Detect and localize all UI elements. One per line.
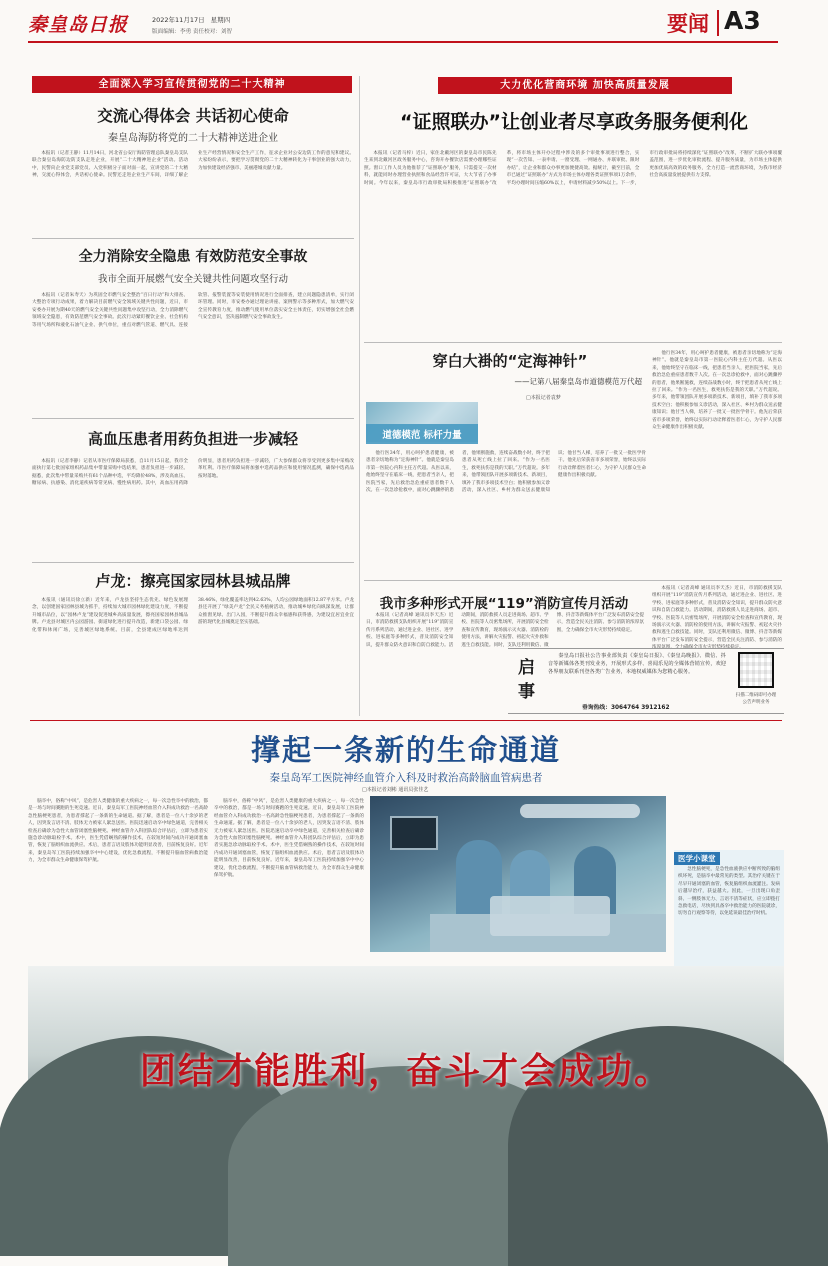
notice-text: 秦皇岛日报社公告事业部负责《秦皇岛日报》、《秦皇岛晚报》、微信、抖音等新媒体各类刊发业务，开展形式多样、喜闻乐见的全媒体营销宣传，欢迎各界朋友联系刊登各类广告业务，本地权威媒体为您精心服务。 [548,653,726,675]
feature-body-continued: 他行医34年，用心呵护患者健康，被患者亲切地称为“定海神针”。他就是秦皇岛市第一医院心内科主任万代超。从医以来，他始终坚守在临床一线，把患者当亲人，把医院当家，先后救治急危重症患者数千人次。在一次急诊抢救中，面对心跳骤停的患者，他果断施救，连续奋战数小时，终于把患者从死亡线上拉了回来。“作为一名医生，救死扶伤是我的天职。”万代超说。多年来，他带领团队开展多项新技术、新项目，填补了我市多项技术空白；他积极参加义诊活动，深入社区、乡村为群众送去健康知识；他甘当人梯，培养了一批又一批医学骨干。他先后荣获省市多项荣誉，始终以实际行动诠释着医者仁心，为守护人民群众生命健康作出积极贡献。 [652,351,782,431]
surgery-photo [370,796,666,952]
qr-caption [716,692,796,706]
issue-date: 2022年11月17日 [152,16,205,24]
divider [32,238,354,239]
art1-body: 本报讯（记者王静）11月14日，河北省公安厅海防管理总队秦皇岛支队联合秦皇岛海防边防支队走进企业，开展“二十大精神进企业”活动。活动中，民警向企业党支部党员、入党积极分子面对面一起，宣讲党的二十大精神，交流心得体会，共话初心使命。民警还走进企业生产车间，详细了解企业生产经营情况和安全生产工作，征求企业对公安边防工作的意见和建议。大家纷纷表示，要把学习贯彻党的二十大精神转化为干事创业的强大动力，为加快建设经济强市、美丽港城贡献力量。 [32,151,354,179]
lead-body: 本报讯（记者马梓）近日，家住北戴河区的秦皇岛市民陈先生来到北戴河区政务服务中心，咨询开办餐饮店需要办理哪些证照。窗口工作人员为他推荐了“证照联办”服务，只需提交一次材料，就能同时办理营业执照和食品经营许可证，大大节省了办事时间。今年以来，秦皇岛市行政审批局积极推进“证照联办”改革，将市场主体开办过程中涉及的多个审批事项进行整合，实现“一次告知、一表申请、一窗受理、一网通办、并联审批、限时办结”，让企业和群众办事更加便捷高效。据统计，截至目前，全市已通过“证照联办”方式为市场主体办理各类证照事项1万余件，平均办理时间压缩60%以上，申请材料减少50%以上。下一步，市行政审批局将持续深化“证照联办”改革，不断扩大联办事项覆盖范围，进一步优化审批流程、提升服务质量，为市场主体提供更加优质高效的政务服务，全力打造一流营商环境，为我市经济社会高质量发展提供有力支撑。 [364,151,782,186]
section-divider [717,10,719,36]
notice-heading: 启事 [518,658,535,702]
art2-title: 全力消除安全隐患 有效防范安全事故 [78,249,308,265]
qr-caption-line-2: 公告声明业务 [742,700,770,705]
surgery-lamp [520,804,640,818]
qr-caption-line-1: 扫描二维码即可办理 [735,693,777,698]
issue-weekday: 星期四 [210,16,231,24]
masthead-rule [28,41,778,43]
page-number: A3 [724,6,761,35]
medical-tip-text: 急性脑梗死，是急性血液供应中断所致的脑组织坏死，是脑卒中最常见的类型。其治疗关键在于尽早开通闭塞的血管，恢复脑组织血流灌注。发病后越早治疗，获益越大。因此，一旦出现口角歪斜、一侧肢体无力、言语不清等症状，应立即拨打急救电话，尽快到具备卒中救治能力的医院就诊，切勿自行观察等待，以免延误最佳治疗时机。 [678,867,780,917]
divider [32,562,354,563]
lead-title: “证照联办”让创业者尽享政务服务便利化 [400,111,748,133]
bottom-section-rule [30,720,782,721]
art4-title: 卢龙：擦亮国家园林县城品牌 [95,572,291,590]
notice-phone: 垂询热线：3064764 3912162 [582,705,670,711]
art1-title: 交流心得体会 共话初心使命 [97,107,289,125]
art119-body: 本报讯（记者高峰 通讯员李天杰）近日，市消防救援支队组织开展“119”消防宣传月系列活动，通过进企业、进社区、进学校、进家庭等多种形式，普及消防安全知识，提升群众防火意识和自防自救能力。活动期间，消防救援人员走进商场、超市、学校、医院等人员密集场所，开展消防安全检查和宣传教育，现场演示灭火器、消防栓的使用方法，讲解火灾报警、初起火灾扑救和逃生自救技能。同时，支队还利用微信、微博、抖音等新媒体平台广泛发布消防安全提示，营造全民关注消防、参与消防的浓厚氛围，全力确保全市火灾形势持续稳定。 [366,613,644,648]
lifeline-subtitle: 秦皇岛军工医院神经血管介入科及时救治高龄脑血管病患者 [269,772,543,784]
surgical-drape [490,896,610,936]
feature-byline: □本报记者袁梦 [526,395,561,401]
art2-body: 本报讯（记者朱寿天）为巩固全市燃气安全整治“百日行动”和大排查、大整治专项行动成果，着力解决目前燃气安全领域关键共性问题，近日，市安委办开展为期40天的燃气安全关键共性问题集中攻坚行动，全力消除燃气领域安全隐患，有效防范燃气安全事故。此次行动紧盯餐饮企业、社会机构等用气场所和液化石油气企业、供气单位，重点对燃气管道、燃气具、连接软管、报警装置等安装使用情况进行全面排查，建立问题隐患清单，实行闭环管理。同时，市安委办通过理论讲座、案例警示等多种形式，加大燃气安全宣传教育力度，推动燃气使用单位落实安全主体责任，切实增强全社会燃气安全意识，坚决遏制燃气安全事故发生。 [32,293,354,328]
lifeline-body-continued: 脑卒中，俗称“中风”，是危害人类健康的重大疾病之一，每一次急性卒中的救治，都是一场与时间赛跑的生死竞速。近日，秦皇岛军工医院神经血管介入科成功救治一名高龄急性脑梗死患者，为患者撑起了一条新的生命通道。据了解，患者是一位八十余岁的老人，因突发言语不清、肢体无力被家人紧急送医。医院迅速启动卒中绿色通道，完善相关检查后确诊为急性大血管闭塞性脑梗死。神经血管介入科团队综合评估后，立即为患者实施急诊动脉取栓手术。术中，医生凭借娴熟的操作技术，在较短时间内成功开通闭塞血管，恢复了脑组织血流供应。术后，患者言语及肢体功能明显改善，目前恢复良好。近年来，秦皇岛军工医院持续加强卒中中心建设，优化急救流程，不断提升脑血管病救治能力，为全市群众生命健康保驾护航。 [214,799,364,879]
section-name: 要闻 [667,12,709,36]
editor-credits: 版面编辑：李勇 责任校对：刘智 [152,29,233,35]
monitor [390,816,438,850]
medical-tip-tag: 医学小课堂 [674,852,720,865]
art4-body: 本报讯（通讯员徐立新）近年来，卢龙县坚持生态优先、绿色发展理念，以创建国家园林县城为抓手，持续加大城市园林绿化建设力度，不断提升城市品位，以“园林卢龙”建设促进城乡高质量发展，擦亮国家园林县城品牌。卢龙县对城区内公园游园、街道绿化进行提升改造，新建口袋公园、绿化带和休闲广场，完善城区绿地系统。目前，全县建成区绿地率达到38.46%，绿化覆盖率达到42.63%，人均公园绿地面积12.87平方米。卢龙县还开展了“绿美卢龙”全民义务植树活动，推动城乡绿化向纵深发展，让群众推窗见绿、出门入园，不断提升群众幸福感和获得感，为建设宜居宜业宜游的现代化县城奠定坚实基础。 [32,598,354,633]
divider [32,418,354,419]
issue-date-line [152,15,230,24]
column-divider [359,76,360,716]
art2-subtitle: 我市全面开展燃气安全关键共性问题攻坚行动 [97,274,288,285]
lifeline-title: 撑起一条新的生命通道 [250,733,561,767]
lifeline-byline: □本报记者刘彬 通讯员张佳艺 [362,787,429,793]
qr-code[interactable] [738,652,774,688]
art119-body-continued: 本报讯（记者高峰 通讯员李天杰）近日，市消防救援支队组织开展“119”消防宣传月系列活动，通过进企业、进社区、进学校、进家庭等多种形式，普及消防安全知识，提升群众防火意识和自防自救能力。活动期间，消防救援人员走进商场、超市、学校、医院等人员密集场所，开展消防安全检查和宣传教育，现场演示灭火器、消防栓的使用方法，讲解火灾报警、初起火灾扑救和逃生自救技能。同时，支队还利用微信、微博、抖音等新媒体平台广泛发布消防安全提示，营造全民关注消防、参与消防的浓厚氛围，全力确保全市火灾形势持续稳定。 [652,586,782,651]
masthead [0,0,800,44]
art3-title: 高血压患者用药负担进一步减轻 [87,430,298,448]
art3-body: 本报讯（记者李静）记者从市医疗保障局获悉，自11月15日起，我市全面执行第七批国家组织药品集中带量采购中选结果，患者负担进一步减轻。据悉，此次集中带量采购共有61个品种中选，平均降价48%，涉及高血压、糖尿病、抗感染、消化道疾病等常见病、慢性病用药。其中，高血压用药降价明显，患者用药负担进一步减轻，广大参保群众将享受到更多集中采购改革红利。市医疗保障局将加强中选药品供应和使用情况监测，确保中选药品按时落地。 [32,459,354,487]
slogan-text: 团结才能胜利，奋斗才会成功。 [139,1051,672,1092]
feature-title: 穿白大褂的“定海神针” [432,352,588,370]
business-banner: 大力优化营商环境 加快高质量发展 [438,77,732,94]
divider [364,342,782,343]
study-banner: 全面深入学习宣传贯彻党的二十大精神 [32,76,352,93]
art119-title: 我市多种形式开展“119”消防宣传月活动 [379,596,629,612]
moral-model-banner-text: 道德模范 标杆力量 [382,430,462,441]
lifeline-body: 脑卒中，俗称“中风”，是危害人类健康的重大疾病之一，每一次急性卒中的救治，都是一场与时间赛跑的生死竞速。近日，秦皇岛军工医院神经血管介入科成功救治一名高龄急性脑梗死患者，为患者撑起了一条新的生命通道。据了解，患者是一位八十余岁的老人，因突发言语不清、肢体无力被家人紧急送医。医院迅速启动卒中绿色通道，完善相关检查后确诊为急性大血管闭塞性脑梗死。神经血管介入科团队综合评估后，立即为患者实施急诊动脉取栓手术。术中，医生凭借娴熟的操作技术，在较短时间内成功开通闭塞血管，恢复了脑组织血流供应。术后，患者言语及肢体功能明显改善，目前恢复良好。近年来，秦皇岛军工医院持续加强卒中中心建设，优化急救流程，不断提升脑血管病救治能力，为全市群众生命健康保驾护航。 [28,799,208,864]
divider [364,580,782,581]
art1-subtitle: 秦皇岛海防将党的二十大精神送进企业 [108,133,278,144]
feature-body: 他行医34年，用心呵护患者健康，被患者亲切地称为“定海神针”。他就是秦皇岛市第一医院心内科主任万代超。从医以来，他始终坚守在临床一线，把患者当亲人，把医院当家，先后救治急危重症患者数千人次。在一次急诊抢救中，面对心跳骤停的患者，他果断施救，连续奋战数小时，终于把患者从死亡线上拉了回来。“作为一名医生，救死扶伤是我的天职。”万代超说。多年来，他带领团队开展多项新技术、新项目，填补了我市多项技术空白；他积极参加义诊活动，深入社区、乡村为群众送去健康知识；他甘当人梯，培养了一批又一批医学骨干。他先后荣获省市多项荣誉，始终以实际行动诠释着医者仁心，为守护人民群众生命健康作出积极贡献。 [366,451,646,494]
feature-subtitle: ——记第八届秦皇岛市道德模范万代超 [514,377,642,386]
newspaper-logo: 秦皇岛日报 [28,14,129,36]
